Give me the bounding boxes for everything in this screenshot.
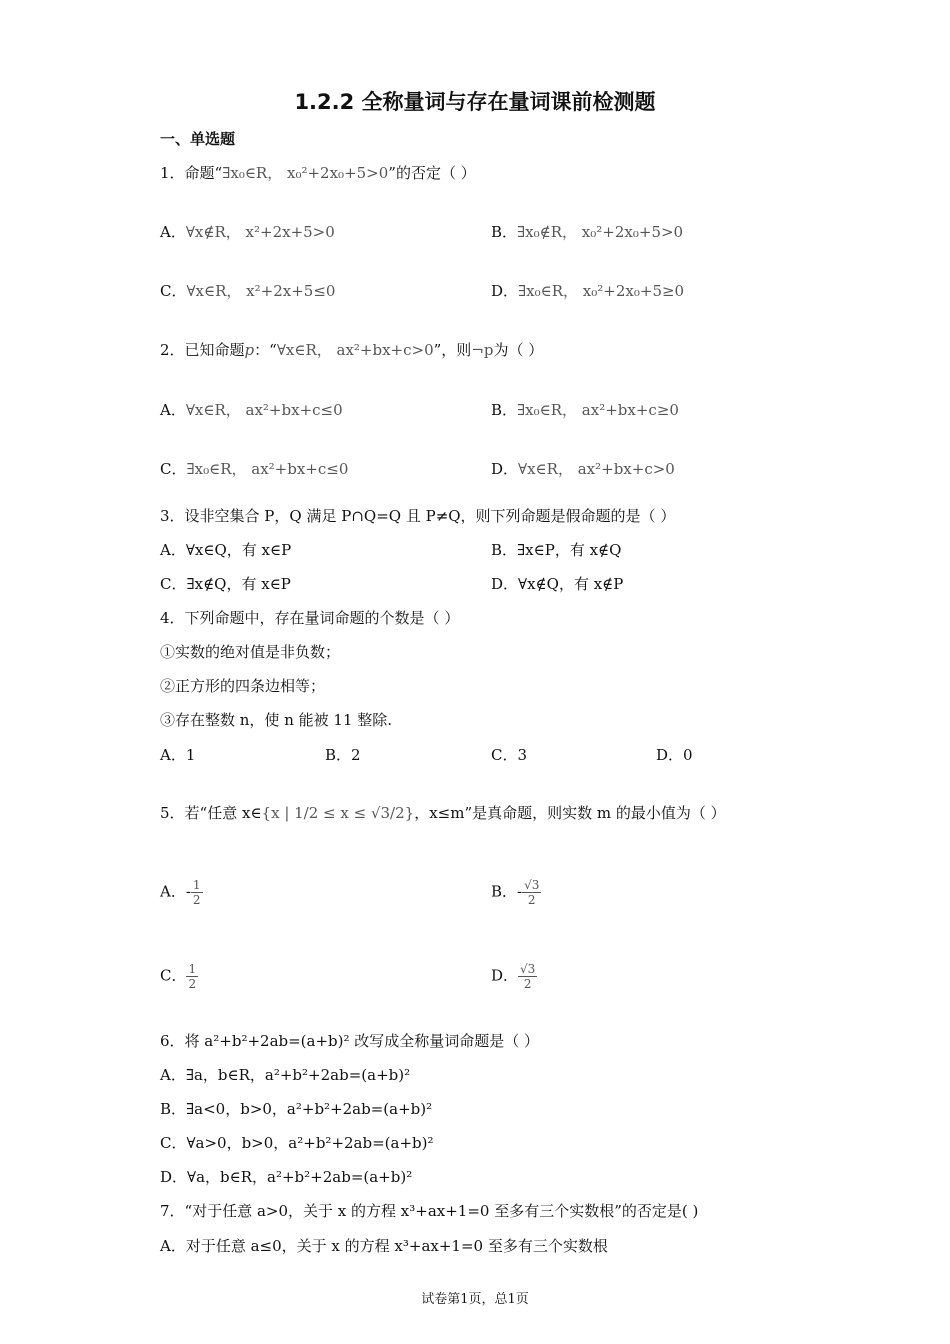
q1-option-c[interactable] — [160, 281, 335, 301]
question-2-stem — [160, 340, 543, 360]
q2-b-label: B． — [491, 401, 518, 419]
question-3-stem: 3．设非空集合 P，Q 满足 P∩Q=Q 且 P≠Q，则下列命题是假命题的是（ ） — [160, 507, 676, 525]
q5-set: {x | 1/2 ≤ x ≤ √3/2} — [261, 804, 415, 822]
question-1-stem — [160, 163, 476, 183]
q2-a-label: A． — [160, 401, 186, 419]
q2-stem-pre: 2．已知命题 — [160, 341, 245, 359]
q2-mid: ”，则 — [433, 341, 472, 359]
q5-a-label: A．- — [160, 882, 191, 901]
question-5-stem — [160, 803, 726, 823]
q1-d-math: ∃x₀∈R， x₀²+2x₀+5≥0 — [518, 282, 685, 300]
question-4-stem: 4．下列命题中，存在量词命题的个数是（ ） — [160, 609, 460, 627]
q2-p: p — [244, 341, 255, 359]
q4-item-1: ①实数的绝对值是非负数； — [160, 643, 341, 661]
q3-option-d[interactable]: D．∀x∉Q，有 x∉P — [491, 575, 624, 593]
q1-option-a[interactable] — [160, 222, 335, 242]
q2-formula: ∀x∈R， ax²+bx+c>0 — [276, 341, 434, 359]
q4-item-3: ③存在整数 n，使 n 能被 11 整除. — [160, 711, 393, 729]
q2-option-d[interactable] — [491, 459, 675, 479]
q5-option-b[interactable] — [491, 878, 541, 907]
q1-c-label: C． — [160, 282, 187, 300]
page-footer: 试卷第1页，总1页 — [421, 1292, 529, 1307]
q5-option-d[interactable] — [491, 962, 537, 991]
q1-a-label: A． — [160, 223, 186, 241]
q5-b-num: √3 — [524, 878, 540, 892]
q1-c-math: ∀x∈R， x²+2x+5≤0 — [186, 282, 336, 300]
q5-stem-post: ，x≤m”是真命题，则实数 m 的最小值为（ ） — [414, 804, 726, 822]
q6-option-b[interactable]: B．∃a<0，b>0，a²+b²+2ab=(a+b)² — [160, 1100, 433, 1118]
q3-option-a[interactable]: A．∀x∈Q，有 x∈P — [160, 541, 292, 559]
q5-b-label: B．- — [491, 882, 523, 901]
q7-option-a[interactable]: A．对于任意 a≤0，关于 x 的方程 x³+ax+1=0 至多有三个实数根 — [160, 1237, 608, 1255]
q5-d-label: D． — [491, 966, 519, 985]
q2-option-c[interactable] — [160, 459, 348, 479]
q1-formula: ∃x₀∈R， x₀²+2x₀+5>0 — [222, 164, 389, 182]
q5-c-fraction — [186, 962, 198, 991]
q1-b-math: ∃x₀∉R， x₀²+2x₀+5>0 — [517, 223, 684, 241]
q5-b-den: 2 — [527, 893, 536, 907]
q5-a-num: 1 — [192, 878, 201, 892]
q1-option-b[interactable] — [491, 222, 683, 242]
question-6-stem: 6．将 a²+b²+2ab=(a+b)² 改写成全称量词命题是（ ） — [160, 1032, 540, 1050]
q1-b-label: B． — [491, 223, 518, 241]
q2-b-math: ∃x₀∈R， ax²+bx+c≥0 — [517, 401, 679, 419]
q4-option-c[interactable]: C．3 — [491, 746, 528, 764]
q5-option-a[interactable] — [160, 878, 203, 907]
q2-d-math: ∀x∈R， ax²+bx+c>0 — [518, 460, 675, 478]
q4-option-a[interactable]: A．1 — [160, 746, 196, 764]
question-7-stem: 7．“对于任意 a>0，关于 x 的方程 x³+ax+1=0 至多有三个实数根”的否定是( ) — [160, 1202, 699, 1220]
q1-d-label: D． — [491, 282, 519, 300]
q3-option-b[interactable]: B．∃x∈P，有 x∉Q — [491, 541, 622, 559]
q5-c-den: 2 — [188, 977, 197, 991]
q2-a-math: ∀x∈R， ax²+bx+c≤0 — [185, 401, 343, 419]
q4-item-2: ②正方形的四条边相等； — [160, 677, 326, 695]
section-heading: 一、单选题 — [160, 130, 236, 148]
q6-option-d[interactable]: D．∀a，b∈R，a²+b²+2ab=(a+b)² — [160, 1168, 413, 1186]
q5-d-num: √3 — [520, 962, 536, 976]
q2-option-b[interactable] — [491, 400, 679, 420]
q5-b-fraction — [522, 878, 541, 907]
q4-option-b[interactable]: B．2 — [325, 746, 361, 764]
q5-option-c[interactable] — [160, 962, 198, 991]
q5-stem-pre: 5．若“任意 x∈ — [160, 804, 262, 822]
q2-d-label: D． — [491, 460, 519, 478]
q1-stem-post: ”的否定（ ） — [388, 164, 476, 182]
q2-notp: ¬p — [471, 341, 494, 359]
q5-c-num: 1 — [188, 962, 197, 976]
q5-c-label: C． — [160, 966, 187, 985]
q5-a-fraction — [191, 878, 203, 907]
page-title: 1.2.2 全称量词与存在量词课前检测题 — [294, 90, 656, 114]
q2-c-label: C． — [160, 460, 187, 478]
q6-option-a[interactable]: A．∃a，b∈R，a²+b²+2ab=(a+b)² — [160, 1066, 411, 1084]
q3-option-c[interactable]: C．∃x∉Q，有 x∈P — [160, 575, 291, 593]
q4-option-d[interactable]: D．0 — [656, 746, 693, 764]
q5-a-den: 2 — [192, 893, 201, 907]
q2-option-a[interactable] — [160, 400, 343, 420]
q2-c-math: ∃x₀∈R， ax²+bx+c≤0 — [186, 460, 349, 478]
q5-d-den: 2 — [523, 977, 532, 991]
q5-d-fraction — [518, 962, 537, 991]
q1-stem-pre: 1．命题“ — [160, 164, 223, 182]
q6-option-c[interactable]: C．∀a>0，b>0，a²+b²+2ab=(a+b)² — [160, 1134, 434, 1152]
q2-stem-post: 为（ ） — [493, 341, 544, 359]
q2-colon: ：“ — [254, 341, 277, 359]
q1-option-d[interactable] — [491, 281, 684, 301]
q1-a-math: ∀x∉R， x²+2x+5>0 — [185, 223, 335, 241]
